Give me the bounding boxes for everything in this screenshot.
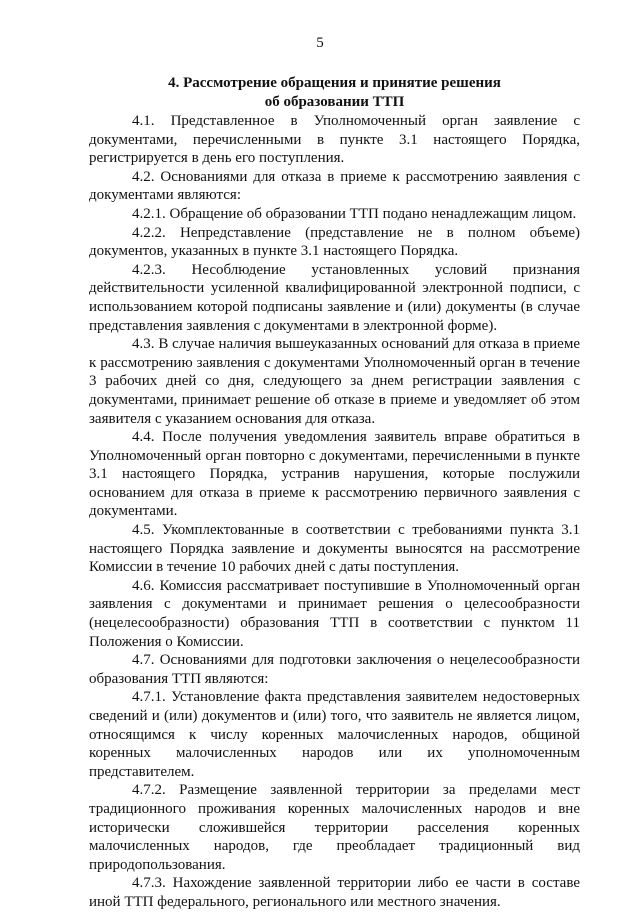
paragraph-4-6: 4.6. Комиссия рассматривает поступившие в Уполномоченный орган заявления с документами и принимает решения о целесообразности (нецелесообразности) образования ТТП в соответствии с пунктом 11 Положения о Комиссии.	[89, 577, 580, 650]
paragraph-4-2-2: 4.2.2. Непредставление (представление не в полном объеме) документов, указанных в пункте 3.1 настоящего Порядка.	[89, 224, 580, 260]
paragraph-4-2-3: 4.2.3. Несоблюдение установленных условий признания действительности усиленной квалифицированной электронной подписи, с использованием которой подписаны заявление и (или) документы (в случае представления заявления с документами в электронной форме).	[89, 261, 580, 334]
paragraph-4-1: 4.1. Представленное в Уполномоченный орган заявление с документами, перечисленными в пункте 3.1 настоящего Порядка, регистрируется в день его поступления.	[89, 113, 580, 167]
section-heading-line-1: 4. Рассмотрение обращения и принятие решения	[168, 75, 501, 91]
paragraph-4-7: 4.7. Основаниями для подготовки заключения о нецелесообразности образования ТТП являются:	[89, 652, 580, 687]
section-heading	[89, 74, 580, 112]
paragraph-4-4: 4.4. После получения уведомления заявитель вправе обратиться в Уполномоченный орган повторно с документами, перечисленными в пункте 3.1 настоящего Порядка, устранив нарушения, которые послужили основанием для отказа в приеме к рассмотрению первичного заявления с документами.	[89, 429, 580, 520]
paragraph-4-7-1: 4.7.1. Установление факта представления заявителем недостоверных сведений и (или) документов и (или) того, что заявитель не является лицом, относящимся к числу коренных малочисленных народов, общиной коренных малочисленных народов или их уполномоченным представителем.	[89, 689, 580, 780]
paragraph-4-2: 4.2. Основаниями для отказа в приеме к рассмотрению заявления с документами являются:	[89, 168, 580, 204]
paragraph-4-5: 4.5. Укомплектованные в соответствии с требованиями пункта 3.1 настоящего Порядка заявление и документы выносятся на рассмотрение Комиссии в течение 10 рабочих дней с даты поступления.	[89, 522, 580, 576]
paragraph-4-3: 4.3. В случае наличия вышеуказанных оснований для отказа в приеме к рассмотрению заявления с документами Уполномоченный орган в течение 3 рабочих дней со дня, следующего за днем регистрации заявления с документами, принимает решение об отказе в приеме и уведомляет об этом заявителя с указанием основания для отказа.	[89, 336, 580, 427]
paragraph-4-7-3: 4.7.3. Нахождение заявленной территории либо ее части в составе иной ТТП федерального, регионального или местного значения.	[89, 875, 580, 910]
page-number: 5	[316, 35, 324, 51]
paragraph-4-7-2: 4.7.2. Размещение заявленной территории за пределами мест традиционного проживания коренных малочисленных народов и вне исторически сложившейся территории расселения коренных малочисленных народов, где преобладает традиционный вид природопользования.	[89, 782, 580, 873]
paragraph-4-2-1: 4.2.1. Обращение об образовании ТТП подано ненадлежащим лицом.	[132, 205, 577, 222]
document-body	[89, 74, 580, 912]
section-heading-line-2: об образовании ТТП	[264, 94, 405, 110]
